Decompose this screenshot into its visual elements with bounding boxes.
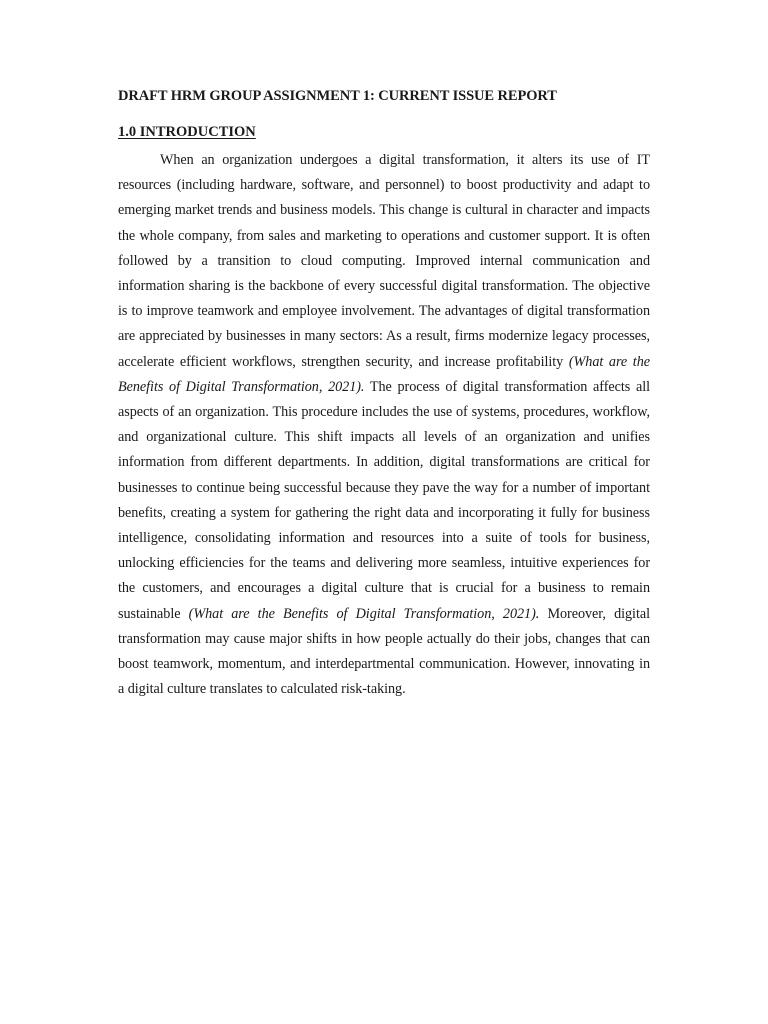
introduction-paragraph [118,148,650,702]
document-title: DRAFT HRM GROUP ASSIGNMENT 1: CURRENT ISSUE REPORT [118,88,557,104]
paragraph-text-segment: The process of digital transformation affects all aspects of an organization. This procedure includes the use of systems, procedures, workflow, and organizational culture. This shift impacts all levels of an organization and unifies information from different departments. In addition, digital transformations are critical for businesses to continue being successful because they pave the way for a number of important benefits, creating a system for gathering the right data and incorporating it fully for business intelligence, consolidating information and resources into a suite of tools for business, unlocking efficiencies for the teams and delivering more seamless, intuitive experiences for the customers, and encourages a digital culture that is crucial for a business to remain sustainable [118,378,650,622]
section-heading-introduction: 1.0 INTRODUCTION [118,124,256,140]
citation: (What are the Benefits of Digital Transformation, 2021). [188,605,540,622]
paragraph-text-segment: Moreover, digital transformation may cause major shifts in how people actually do their jobs, changes that can boost teamwork, momentum, and interdepartmental communication. However, innovating in a digital culture translates to calculated risk-taking. [118,605,650,698]
paragraph-text-segment: When an organization undergoes a digital transformation, it alters its use of IT resources (including hardware, software, and personnel) to boost productivity and adapt to emerging market trends and business models. This change is cultural in character and impacts the whole company, from sales and marketing to operations and customer support. It is often followed by a transition to cloud computing. Improved internal communication and information sharing is the backbone of every successful digital transformation. The objective is to improve teamwork and employee involvement. The advantages of digital transformation are appreciated by businesses in many sectors: As a result, firms modernize legacy processes, accelerate efficient workflows, strengthen security, and increase profitability [118,152,650,370]
document-content [118,86,650,702]
citation: (What are the Benefits of Digital Transformation, 2021). [118,353,650,395]
